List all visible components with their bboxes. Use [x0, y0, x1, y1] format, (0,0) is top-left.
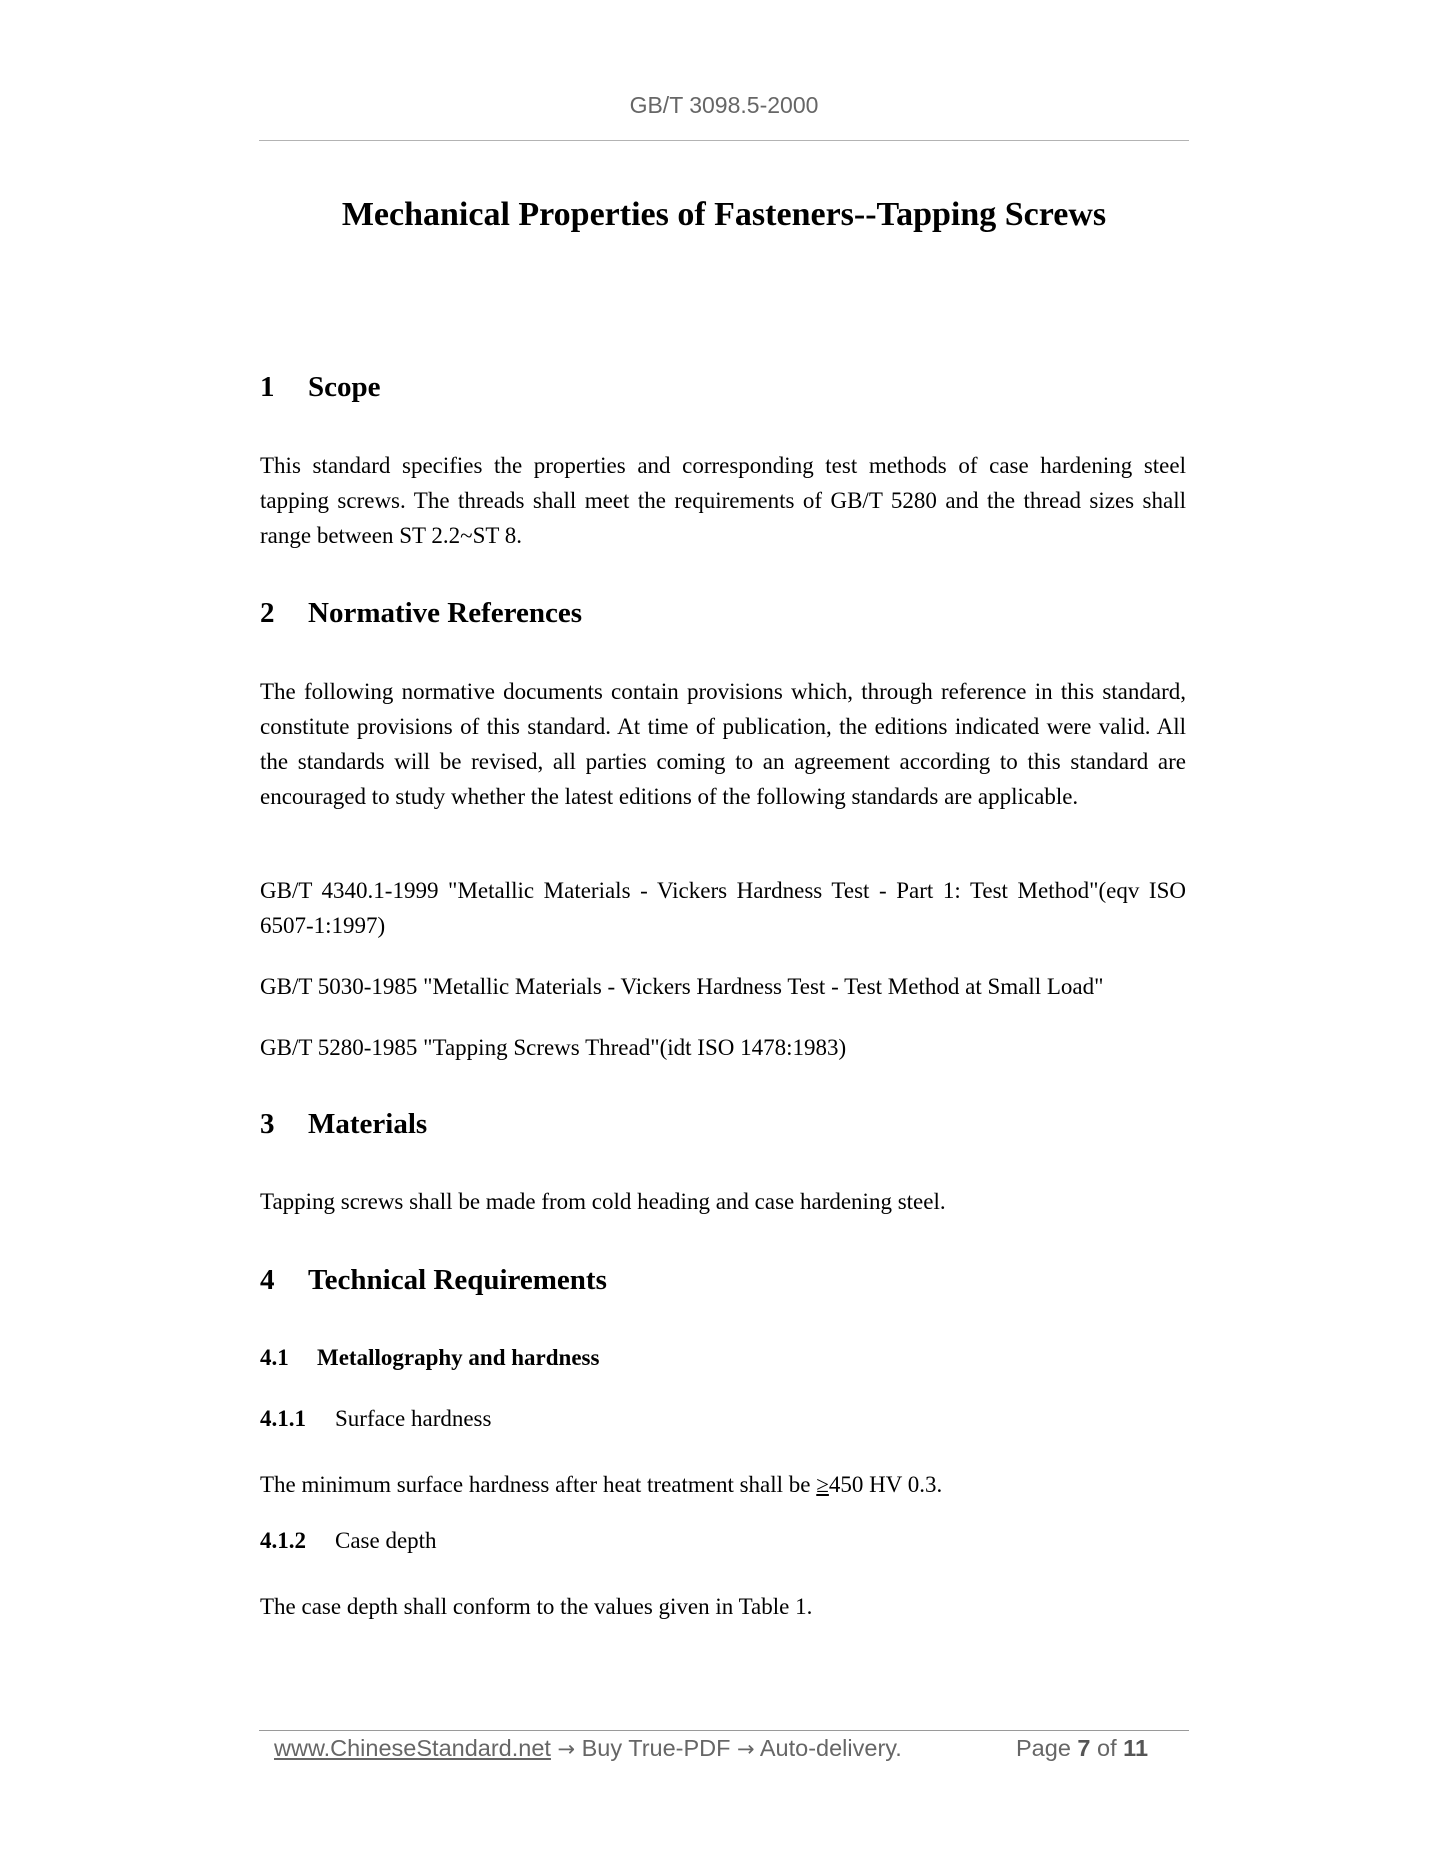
scope-paragraph: This standard specifies the properties and corresponding test methods of case hardening steel tapping screws. The threads shall meet the requirements of GB/T 5280 and the thread sizes shall range between ST 2.2~ST 8.	[260, 453, 1186, 548]
of-label: of	[1097, 1735, 1117, 1761]
section-title: Scope	[308, 371, 381, 403]
subsection-title: Metallography and hardness	[317, 1345, 600, 1370]
section-title: Technical Requirements	[308, 1264, 607, 1296]
footer-rule	[259, 1730, 1189, 1731]
reference-item: GB/T 5280-1985 "Tapping Screws Thread"(idt ISO 1478:1983)	[260, 1035, 847, 1060]
case-depth-paragraph: The case depth shall conform to the values given in Table 1.	[260, 1594, 813, 1619]
document-title: Mechanical Properties of Fasteners--Tapping Screws	[341, 196, 1107, 233]
page-number: 7	[1077, 1735, 1091, 1761]
header-rule	[259, 140, 1189, 141]
subsection-title: Surface hardness	[335, 1406, 492, 1431]
reference-item: GB/T 5030-1985 "Metallic Materials - Vickers Hardness Test - Test Method at Small Load"	[260, 974, 1104, 999]
subsection-title: Case depth	[335, 1528, 437, 1553]
subsection-number: 4.1	[260, 1345, 289, 1370]
page-total: 11	[1123, 1735, 1149, 1761]
section-title: Normative References	[308, 597, 583, 629]
subsection-number: 4.1.1	[260, 1406, 306, 1431]
arrow-icon: →	[557, 1737, 576, 1761]
buy-true-pdf-text: Buy True-PDF	[581, 1735, 731, 1761]
page-label: Page	[1016, 1735, 1071, 1761]
surface-hardness-value: 450 HV 0.3.	[828, 1472, 943, 1497]
subsection-4-1-1-heading	[260, 1406, 491, 1432]
section-number: 2	[260, 597, 275, 629]
section-number: 1	[260, 371, 275, 403]
materials-paragraph: Tapping screws shall be made from cold heading and case hardening steel.	[260, 1189, 946, 1214]
section-number: 3	[260, 1108, 275, 1140]
reference-item: GB/T 4340.1-1999 "Metallic Materials - Vickers Hardness Test - Part 1: Test Method"(eqv ISO 6507-1:1997)	[260, 878, 1186, 938]
page-indicator	[1016, 1735, 1148, 1762]
subsection-4-1-heading	[260, 1345, 599, 1371]
page-footer	[274, 1735, 1174, 1762]
section-3-heading	[260, 1108, 427, 1141]
page-header-code: GB/T 3098.5-2000	[629, 92, 819, 118]
subsection-4-1-2-heading	[260, 1528, 437, 1554]
section-1-heading	[260, 371, 381, 404]
section-2-heading	[260, 597, 582, 630]
surface-hardness-paragraph	[260, 1467, 1186, 1502]
normative-references-intro: The following normative documents contain provisions which, through reference in this standard, constitute provisions of this standard. At time of publication, the editions indicated were valid. All the standards will be revised, all parties coming to an agreement according to this standard are encouraged to study whether the latest editions of the following standards are applicable.	[260, 679, 1186, 809]
arrow-icon: →	[737, 1737, 755, 1761]
section-title: Materials	[308, 1108, 428, 1140]
section-4-heading	[260, 1264, 607, 1297]
site-link[interactable]: www.ChineseStandard.net	[274, 1735, 551, 1761]
subsection-number: 4.1.2	[260, 1528, 306, 1553]
section-number: 4	[260, 1264, 275, 1296]
greater-or-equal-symbol: ≥	[816, 1472, 829, 1497]
auto-delivery-text: Auto-delivery.	[759, 1735, 902, 1761]
surface-hardness-text: The minimum surface hardness after heat treatment shall be	[260, 1472, 817, 1497]
